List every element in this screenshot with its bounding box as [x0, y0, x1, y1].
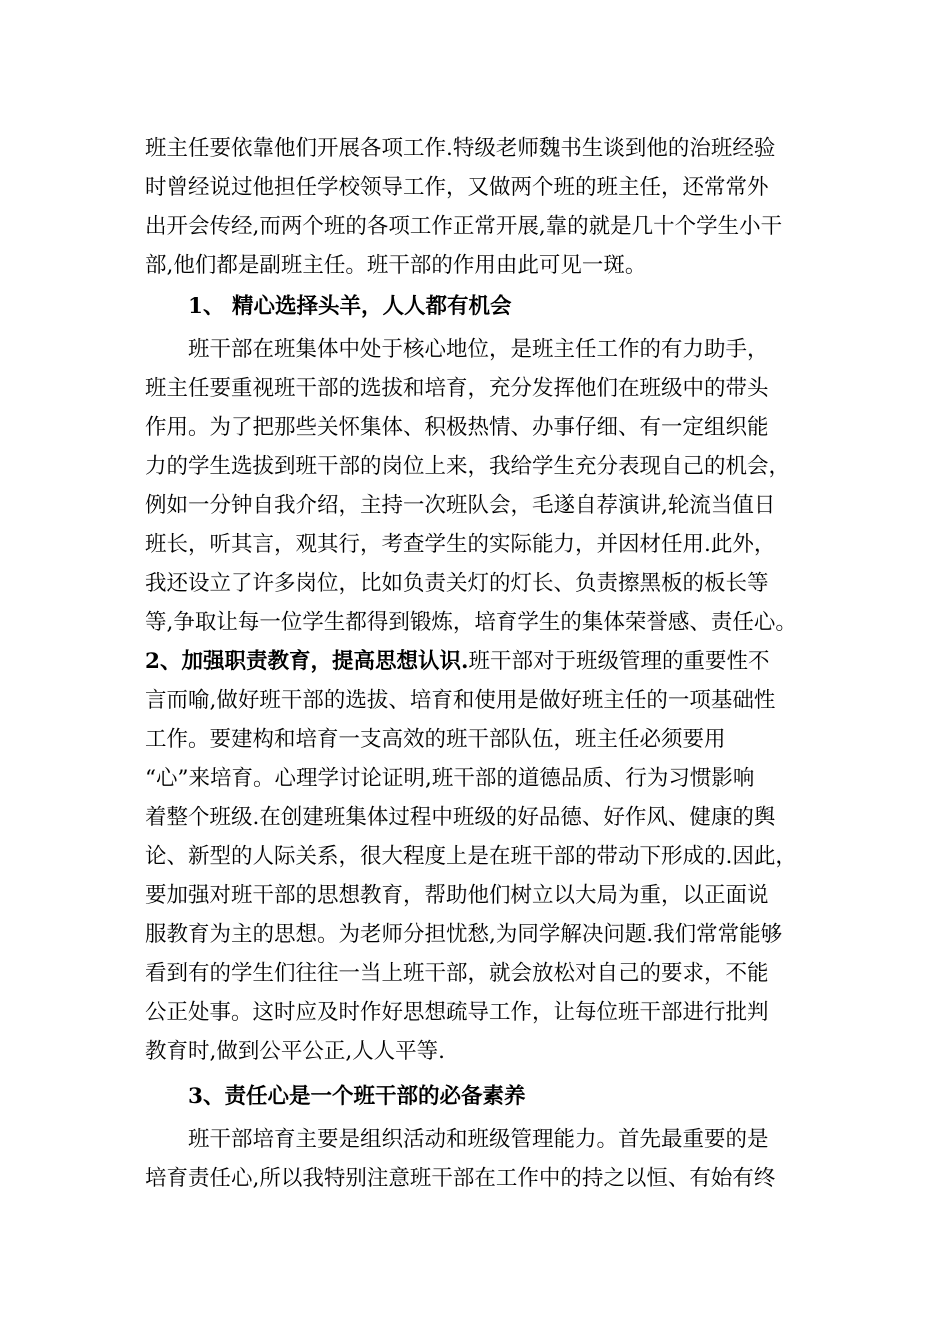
paragraph-line: 看到有的学生们往往一当上班干部，就会放松对自己的要求，不能 [145, 961, 769, 986]
paragraph-line: 班长，听其言，观其行，考查学生的实际能力，并因材任用.此外， [145, 532, 776, 557]
paragraph-line: 着整个班级.在创建班集体过程中班级的好品德、好作风、健康的舆 [145, 805, 776, 830]
paragraph-line: 服教育为主的思想。为老师分担忧愁,为同学解决问题.我们常常能够 [145, 922, 783, 947]
paragraph-line: 力的学生选拔到班干部的岗位上来，我给学生充分表现自己的机会， [145, 454, 791, 479]
paragraph-line: 时曾经说过他担任学校领导工作，又做两个班的班主任，还常常外 [145, 175, 769, 200]
paragraph-line: 班干部在班集体中处于核心地位，是班主任工作的有力助手， [188, 337, 769, 362]
paragraph-line: 部,他们都是副班主任。班干部的作用由此可见一斑。 [145, 253, 647, 278]
paragraph-line: 班主任要依靠他们开展各项工作.特级老师魏书生谈到他的治班经验 [145, 136, 776, 161]
paragraph-line: 出开会传经,而两个班的各项工作正常开展,靠的就是几十个学生小干 [145, 214, 783, 239]
paragraph-line: 班主任要重视班干部的选拔和培育，充分发挥他们在班级中的带头 [145, 376, 769, 401]
paragraph-line: 作用。为了把那些关怀集体、积极热情、办事仔细、有一定组织能 [145, 415, 769, 440]
paragraph-line: 我还设立了许多岗位，比如负责关灯的灯长、负责擦黑板的板长等 [145, 571, 769, 596]
section-heading-2: 2、加强职责教育，提高思想认识. [145, 649, 469, 674]
paragraph-line: 培育责任心,所以我特别注意班干部在工作中的持之以恒、有始有终 [145, 1166, 776, 1191]
paragraph-line: 例如一分钟自我介绍，主持一次班队会，毛遂自荐演讲,轮流当值日 [145, 493, 776, 518]
paragraph-text: 班干部对于班级管理的重要性不 [468, 649, 770, 674]
paragraph-line: 言而喻,做好班干部的选拔、培育和使用是做好班主任的一项基础性 [145, 688, 776, 713]
paragraph-line: 论、新型的人际关系，很大程度上是在班干部的带动下形成的.因此， [145, 844, 797, 869]
paragraph-line: “心”来培育。心理学讨论证明,班干部的道德品质、行为习惯影响 [145, 766, 755, 791]
paragraph-line: 公正处事。这时应及时作好思想疏导工作，让每位班干部进行批判 [145, 1000, 769, 1025]
paragraph-line: 等,争取让每一位学生都得到锻炼，培育学生的集体荣誉感、责任心。 [145, 610, 797, 635]
section-heading-2-line [145, 648, 769, 676]
paragraph-line: 工作。要建构和培育一支高效的班干部队伍，班主任必须要用 [145, 727, 726, 752]
paragraph-line: 教育时,做到公平公正,人人平等. [145, 1039, 446, 1064]
paragraph-line: 班干部培育主要是组织活动和班级管理能力。首先最重要的是 [188, 1127, 769, 1152]
paragraph-line: 要加强对班干部的思想教育，帮助他们树立以大局为重，以正面说 [145, 883, 769, 908]
section-heading-3: 3、责任心是一个班干部的必备素养 [188, 1084, 526, 1109]
section-heading-1: 1、 精心选择头羊，人人都有机会 [188, 294, 512, 319]
